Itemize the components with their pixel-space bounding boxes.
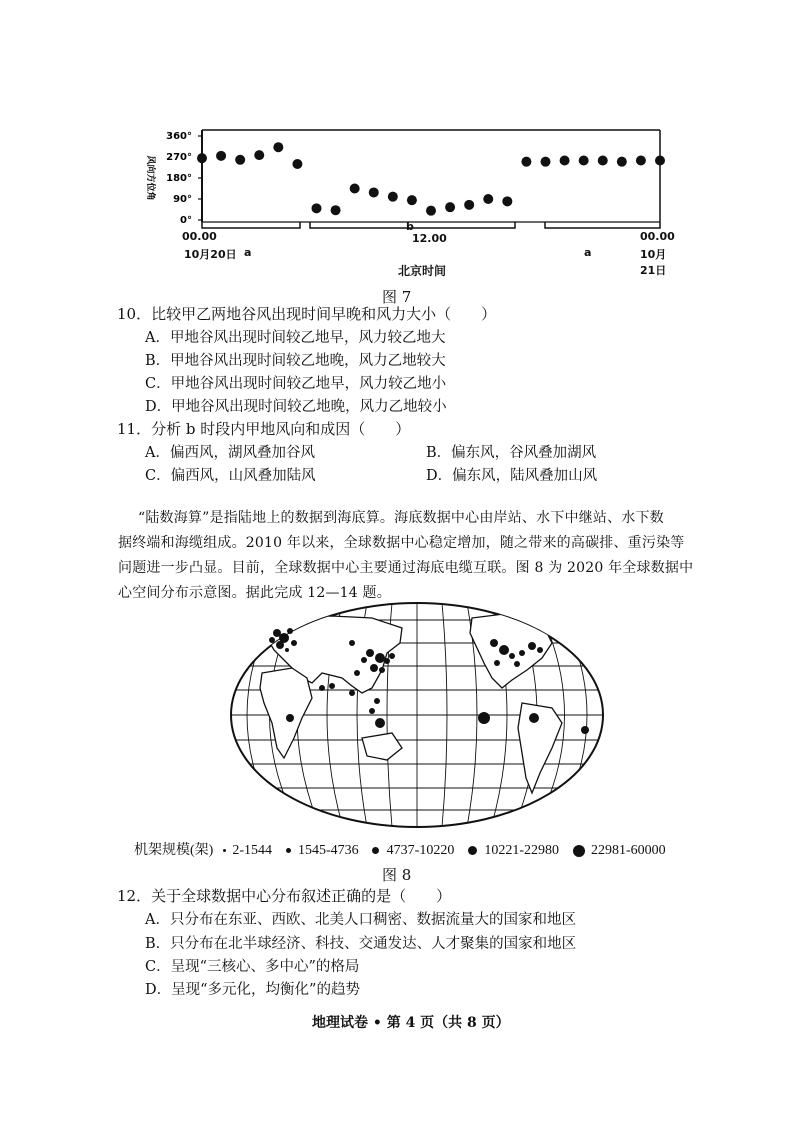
question-10-option-d: D．甲地谷风出现时间较乙地晚，风力乙地较小: [145, 399, 447, 415]
question-12-option-b: B．只分布在北半球经济、科技、交通发达、人才聚集的国家和地区: [145, 936, 577, 952]
x-label-b: b: [406, 220, 414, 233]
wind-direction-point: [331, 205, 341, 215]
wind-direction-point: [655, 156, 665, 166]
legend-dot-5: [573, 845, 585, 857]
wind-direction-point: [483, 194, 493, 204]
y-axis-title: 风向方位角: [145, 155, 155, 201]
passage-line-2: 据终端和海缆组成。2010 年以来，全球数据中心稳定增加，随之带来的高碳排、重污染等: [118, 535, 685, 551]
wind-direction-point: [388, 192, 398, 202]
wind-direction-point: [312, 203, 322, 213]
legend-title: 机架规模(架): [134, 843, 214, 858]
x-axis-brackets: [202, 222, 660, 228]
x-start-time: 00.00: [182, 230, 217, 243]
question-11-option-d: D．偏东风，陆风叠加山风: [426, 468, 598, 484]
wind-direction-point: [502, 196, 512, 206]
figure-8-world-map: [222, 598, 612, 832]
legend-dot-2: [286, 848, 291, 853]
question-11-option-c: C．偏西风，山风叠加陆风: [145, 468, 316, 484]
wind-direction-point: [369, 187, 379, 197]
legend-dot-4: [468, 846, 477, 855]
wind-direction-point: [426, 206, 436, 216]
wind-direction-point: [464, 200, 474, 210]
wind-direction-point: [197, 153, 207, 163]
x-mid-time: 12.00: [412, 232, 447, 245]
y-tick-label: 90°: [173, 194, 192, 205]
wind-direction-point: [560, 156, 570, 166]
x-start-date: 10月20日: [184, 248, 237, 261]
y-tick-label: 0°: [180, 215, 192, 226]
figure-8-legend: [134, 839, 666, 859]
question-12-option-a: A．只分布在东亚、西欧、北美人口稠密、数据流量大的国家和地区: [145, 912, 576, 928]
figure-7: [120, 120, 680, 290]
wind-direction-point: [598, 156, 608, 166]
figure-7-caption: 图 7: [382, 288, 412, 306]
passage-line-1: “陆数海算”是指陆地上的数据到海底算。海底数据中心由岸站、水下中继站、水下数: [138, 510, 664, 526]
legend-item-4: 10221-22980: [484, 843, 560, 858]
question-12-stem: 12．关于全球数据中心分布叙述正确的是（ ）: [117, 887, 452, 905]
wind-direction-point: [216, 151, 226, 161]
passage: [118, 506, 698, 606]
legend-item-5: 22981-60000: [591, 843, 666, 858]
figure-8-caption: 图 8: [382, 866, 412, 884]
question-11-option-a: A．偏西风，湖风叠加谷风: [145, 445, 315, 461]
wind-direction-point: [292, 159, 302, 169]
wind-direction-point: [541, 157, 551, 167]
wind-direction-point: [445, 202, 455, 212]
x-axis-title: 北京时间: [398, 264, 447, 278]
x-label-a2: a: [584, 246, 592, 259]
wind-direction-point: [350, 184, 360, 194]
passage-line-4: 心空间分布示意图。据此完成 12—14 题。: [118, 585, 391, 601]
wind-direction-point: [521, 157, 531, 167]
legend-item-2: 1545-4736: [298, 843, 359, 858]
y-tick-label: 180°: [166, 173, 192, 184]
page-footer: 地理试卷 • 第 4 页（共 8 页）: [312, 1015, 510, 1031]
y-tick-label: 270°: [166, 152, 192, 163]
question-10-stem: 10．比较甲乙两地谷风出现时间早晚和风力大小（ ）: [117, 305, 497, 323]
wind-direction-point: [235, 155, 245, 165]
x-label-a1: a: [244, 246, 252, 259]
world-map-svg: [222, 598, 612, 832]
wind-direction-point: [617, 157, 627, 167]
wind-direction-point: [254, 150, 264, 160]
legend-item-1: 2-1544: [232, 843, 272, 858]
passage-line-3: 问题进一步凸显。目前，全球数据中心主要通过海底电缆互联。图 8 为 2020 年全球数据中: [118, 560, 694, 576]
wind-direction-point: [273, 142, 283, 152]
wind-direction-point: [407, 195, 417, 205]
legend-dot-3: [372, 847, 379, 854]
legend-dot-1: [223, 849, 226, 852]
question-12-option-d: D．呈现“多元化，均衡化”的趋势: [145, 982, 360, 998]
wind-direction-point: [636, 156, 646, 166]
wind-direction-point: [579, 156, 589, 166]
question-11-stem: 11．分析 b 时段内甲地风向和成因（ ）: [117, 420, 411, 438]
x-end-date: 10月21日: [640, 248, 667, 277]
question-10-option-b: B．甲地谷风出现时间较乙地晚，风力乙地较大: [145, 353, 446, 369]
x-end-time: 00.00: [640, 230, 675, 243]
legend-item-3: 4737-10220: [386, 843, 455, 858]
question-10-option-c: C．甲地谷风出现时间较乙地早，风力较乙地小: [145, 376, 447, 392]
question-10-option-a: A．甲地谷风出现时间较乙地早，风力较乙地大: [145, 330, 446, 346]
question-11-option-b: B．偏东风，谷风叠加湖风: [426, 445, 597, 461]
y-tick-label: 360°: [166, 131, 192, 142]
question-12-option-c: C．呈现“三核心、多中心”的格局: [145, 959, 360, 975]
